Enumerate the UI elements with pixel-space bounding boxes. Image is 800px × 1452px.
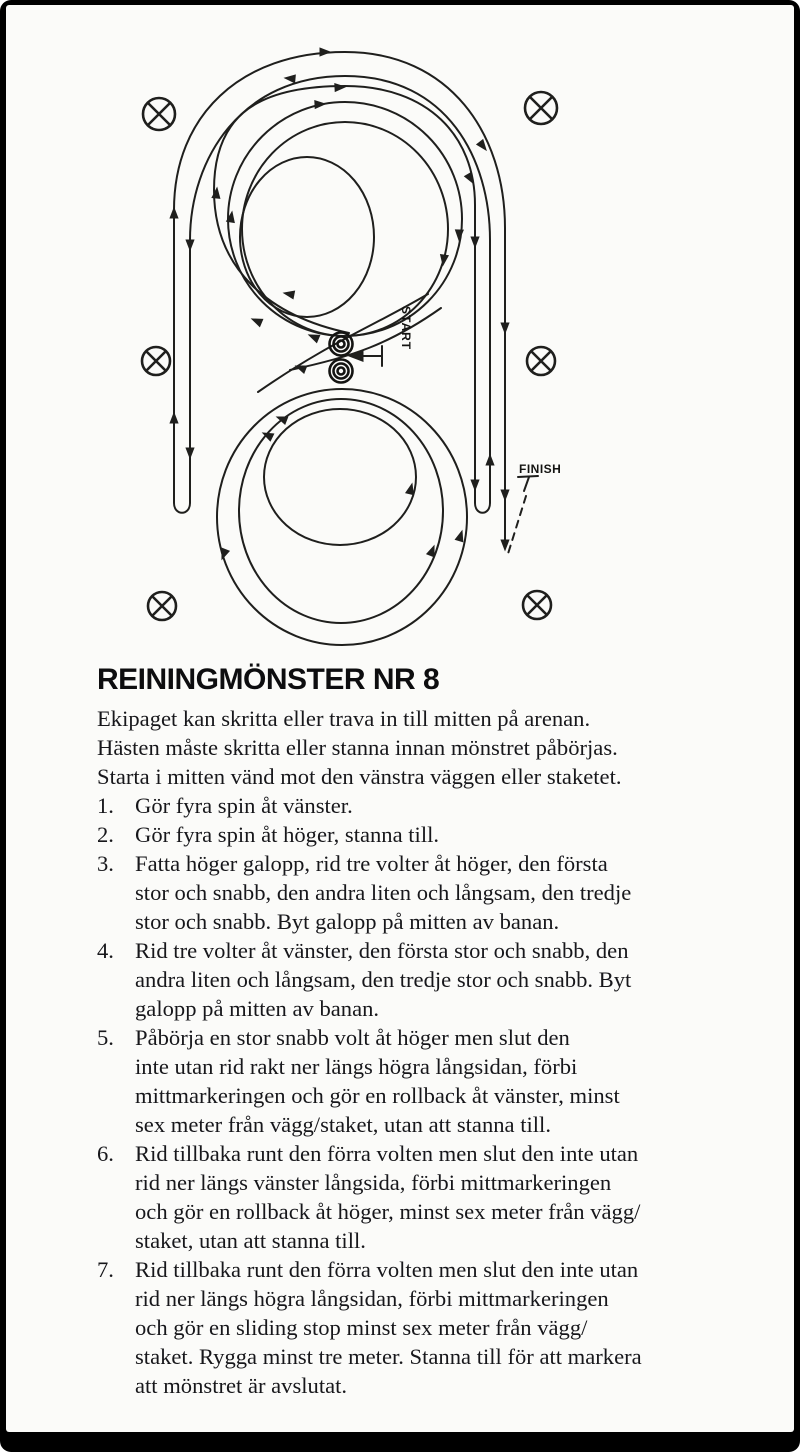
intro-line: Starta i mitten vänd mot den vänstra väggen eller staketet. — [97, 764, 622, 789]
step-text — [135, 849, 631, 936]
bottom-circles — [217, 389, 467, 645]
step-line: Gör fyra spin åt höger, stanna till. — [135, 822, 440, 847]
pattern-step — [97, 849, 767, 936]
step-number: 5. — [97, 1025, 114, 1050]
step-text — [135, 1139, 640, 1255]
step-text — [135, 1023, 620, 1139]
top-circles — [228, 102, 462, 336]
step-number: 3. — [97, 851, 114, 876]
page-title: REININGMÖNSTER NR 8 — [97, 663, 440, 696]
pattern-step — [97, 936, 767, 1023]
step-line: sex meter från vägg/staket, utan att stanna till. — [135, 1112, 551, 1137]
step-line: mittmarkeringen och gör en rollback åt vänster, minst — [135, 1083, 620, 1108]
step-line: rid ner längs vänster långsida, förbi mittmarkeringen — [135, 1170, 612, 1195]
step-line: Fatta höger galopp, rid tre volter åt höger, den första — [135, 851, 608, 876]
step-line: stor och snabb, den andra liten och långsam, den tredje — [135, 880, 632, 905]
arena-marker-icon — [142, 347, 170, 375]
step-line: andra liten och långsam, den tredje stor och snabb. Byt — [135, 967, 632, 992]
spin-icon — [330, 360, 353, 383]
pattern-step — [97, 1023, 767, 1139]
step-line: och gör en rollback åt höger, minst sex meter från vägg/ — [135, 1199, 641, 1224]
arena-marker-icon — [523, 591, 551, 619]
step-line: Rid tillbaka runt den förra volten men slut den inte utan — [135, 1257, 639, 1282]
step-number: 2. — [97, 822, 114, 847]
step-line: stor och snabb. Byt galopp på mitten av banan. — [135, 909, 560, 934]
step-text — [135, 791, 353, 820]
step-line: att mönstret är avslutat. — [135, 1373, 348, 1398]
step-number: 4. — [97, 938, 114, 963]
finish-marker — [518, 476, 538, 491]
pattern-steps — [97, 791, 767, 1400]
arena-marker-icon — [148, 592, 176, 620]
step-line: Påbörja en stor snabb volt åt höger men slut den — [135, 1025, 570, 1050]
run-path — [174, 52, 505, 546]
step-number: 1. — [97, 793, 114, 818]
step-line: Gör fyra spin åt vänster. — [135, 793, 353, 818]
step-line: och gör en sliding stop minst sex meter från vägg/ — [135, 1315, 588, 1340]
step-line: staket, utan att stanna till. — [135, 1228, 366, 1253]
backup-dashed-line — [507, 496, 526, 557]
pattern-description — [97, 663, 767, 1400]
spin-icon — [330, 333, 353, 356]
start-label: START — [399, 306, 413, 351]
pattern-step — [97, 1139, 767, 1255]
arena-marker-icon — [525, 92, 557, 124]
reining-pattern-diagram — [0, 0, 800, 665]
step-line: rid ner längs högra långsidan, förbi mittmarkeringen — [135, 1286, 609, 1311]
step-text — [135, 1255, 642, 1400]
step-number: 6. — [97, 1141, 114, 1166]
step-line: inte utan rid rakt ner längs högra långsidan, förbi — [135, 1054, 578, 1079]
arena-marker-icon — [527, 347, 555, 375]
pattern-step — [97, 820, 767, 849]
intro-line: Hästen måste skritta eller stanna innan mönstret påbörjas. — [97, 735, 618, 760]
step-line: staket. Rygga minst tre meter. Stanna till för att markera — [135, 1344, 642, 1369]
step-number: 7. — [97, 1257, 114, 1282]
step-line: Rid tillbaka runt den förra volten men slut den inte utan — [135, 1141, 639, 1166]
pattern-step — [97, 791, 767, 820]
step-line: Rid tre volter åt vänster, den första stor och snabb, den — [135, 938, 629, 963]
step-line: galopp på mitten av banan. — [135, 996, 380, 1021]
step-text — [135, 936, 631, 1023]
pattern-step — [97, 1255, 767, 1400]
finish-label: FINISH — [519, 462, 562, 476]
arena-marker-icon — [143, 98, 175, 130]
intro-paragraph — [97, 704, 767, 791]
step-text — [135, 820, 439, 849]
intro-line: Ekipaget kan skritta eller trava in till mitten på arenan. — [97, 706, 591, 731]
